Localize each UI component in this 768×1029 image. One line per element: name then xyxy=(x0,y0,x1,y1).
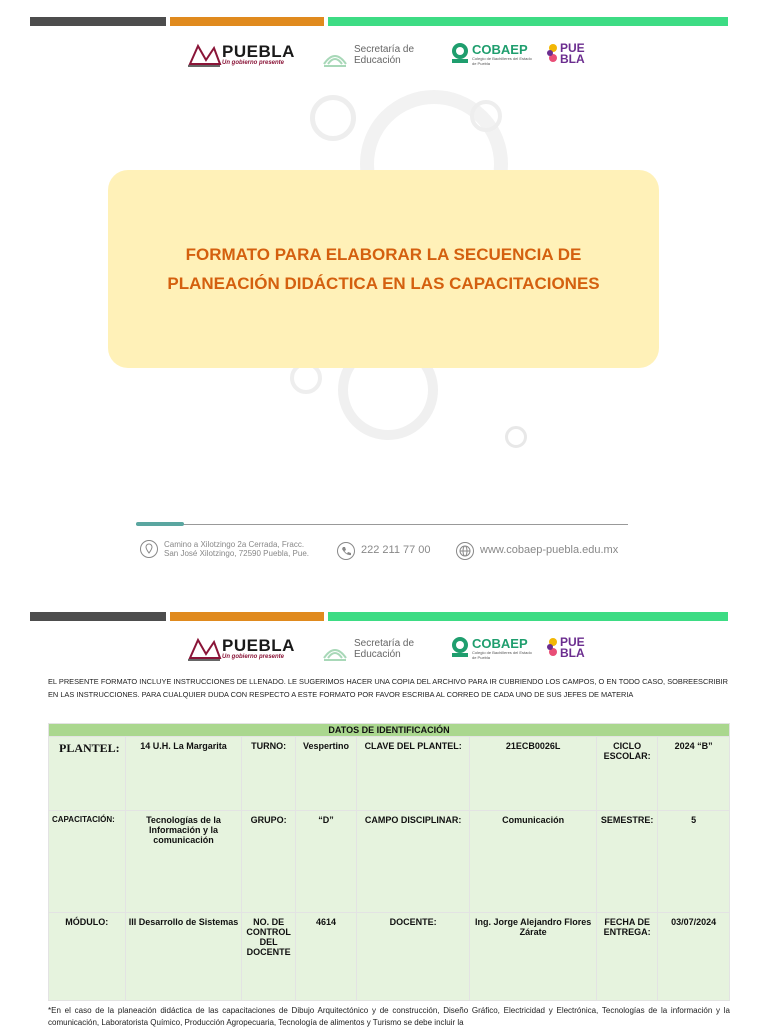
sep-emblem-icon xyxy=(322,46,348,68)
ciclo-escolar-value: 2024 “B” xyxy=(658,737,730,811)
title-line-1: FORMATO PARA ELABORAR LA SECUENCIA DE xyxy=(185,245,582,264)
sep-logo xyxy=(322,636,422,666)
puebla-tagline: Un gobierno presente xyxy=(222,654,285,660)
semestre-value: 5 xyxy=(658,811,730,913)
table-row xyxy=(49,737,730,811)
cobaep-logo xyxy=(450,634,530,664)
sep-label: Secretaría de Educación xyxy=(354,638,415,660)
clave-plantel-value: 21ECB0026L xyxy=(470,737,597,811)
cobaep-tagline: Colegio de Bachilleres del Estado de Puebla xyxy=(472,650,532,660)
footer-divider xyxy=(136,524,628,525)
footer-divider-accent xyxy=(136,522,184,526)
title-card xyxy=(108,170,659,368)
semestre-label: SEMESTRE: xyxy=(597,811,658,913)
plantel-value: 14 U.H. La Margarita xyxy=(125,737,242,811)
cobaep-emblem-icon xyxy=(450,41,470,65)
puebla-wordmark: PUEBLA xyxy=(222,42,295,61)
plantel-label: PLANTEL: xyxy=(49,737,126,811)
phone-icon xyxy=(337,542,355,560)
top-bar-orange xyxy=(170,17,324,26)
grupo-value: “D” xyxy=(295,811,357,913)
title-line-2: PLANEACIÓN DIDÁCTICA EN LAS CAPACITACIONES xyxy=(167,274,600,293)
pue-bla-wordmark: PUE BLA xyxy=(560,41,585,66)
fecha-entrega-value: 03/07/2024 xyxy=(658,913,730,1001)
turno-label: TURNO: xyxy=(242,737,295,811)
control-docente-label: NO. DE CONTROL DEL DOCENTE xyxy=(242,913,295,1001)
docente-value: Ing. Jorge Alejandro Flores Zárate xyxy=(470,913,597,1001)
top-bar-green xyxy=(328,17,728,26)
cobaep-wordmark: COBAEP xyxy=(472,636,528,651)
pue-bla-logo xyxy=(546,634,590,664)
sep-label: Secretaría de Educación xyxy=(354,44,415,66)
globe-icon xyxy=(456,542,474,560)
cobaep-tagline: Colegio de Bachilleres del Estado de Puebla xyxy=(472,56,532,66)
clave-plantel-label: CLAVE DEL PLANTEL: xyxy=(357,737,470,811)
cobaep-wordmark: COBAEP xyxy=(472,42,528,57)
puebla-emblem-icon xyxy=(186,636,222,662)
instructions-paragraph: EL PRESENTE FORMATO INCLUYE INSTRUCCIONES DE LLENADO. LE SUGERIMOS HACER UNA COPIA DEL ARCHIVO PARA IR CUBRIENDO LOS CAMPOS, O EN TODO CASO, SOBREESCRIBIR EN LAS INSTRUCCIONES. PARA CUALQUIER DUDA CON RESPECTO A ESTE FORMATO POR FAVOR ESCRIBA AL CORREO DE CADA UNO DE SUS JEFES DE MATERIA xyxy=(48,677,728,699)
capacitacion-label: CAPACITACIÓN: xyxy=(49,811,126,913)
modulo-label: MÓDULO: xyxy=(49,913,126,1001)
top-bar-green xyxy=(328,612,728,621)
top-bar-gray xyxy=(30,17,166,26)
fecha-entrega-label: FECHA DE ENTREGA: xyxy=(597,913,658,1001)
pue-bla-flower-icon xyxy=(546,636,560,660)
campo-disciplinar-value: Comunicación xyxy=(470,811,597,913)
cobaep-emblem-icon xyxy=(450,635,470,659)
capacitacion-value: Tecnologías de la Información y la comunicación xyxy=(125,811,242,913)
pue-bla-logo xyxy=(546,40,590,70)
logo-row xyxy=(0,40,768,80)
sep-logo xyxy=(322,42,422,72)
pue-bla-wordmark: PUE BLA xyxy=(560,635,585,660)
table-row xyxy=(49,811,730,913)
top-bar-orange xyxy=(170,612,324,621)
cobaep-logo xyxy=(450,40,530,70)
footer-address xyxy=(164,540,309,558)
modulo-value: III Desarrollo de Sistemas xyxy=(125,913,242,1001)
address-line-2: San José Xilotzingo, 72590 Puebla, Pue. xyxy=(164,549,309,558)
turno-value: Vespertino xyxy=(295,737,357,811)
puebla-wordmark: PUEBLA xyxy=(222,636,295,655)
puebla-logo xyxy=(186,40,295,70)
top-bar-gray xyxy=(30,612,166,621)
document-title xyxy=(167,240,599,298)
grupo-label: GRUPO: xyxy=(242,811,295,913)
ciclo-escolar-label: CICLO ESCOLAR: xyxy=(597,737,658,811)
table-header: DATOS DE IDENTIFICACIÓN xyxy=(49,724,730,737)
pue-bla-flower-icon xyxy=(546,42,560,66)
control-docente-value: 4614 xyxy=(295,913,357,1001)
footer-phone: 222 211 77 00 xyxy=(361,544,431,556)
puebla-tagline: Un gobierno presente xyxy=(222,60,285,66)
identification-table xyxy=(48,723,730,1001)
location-pin-icon xyxy=(140,540,158,558)
puebla-logo xyxy=(186,634,295,664)
address-line-1: Camino a Xilotzingo 2a Cerrada, Fracc. xyxy=(164,540,305,549)
footer-website[interactable]: www.cobaep-puebla.edu.mx xyxy=(480,544,619,556)
logo-row xyxy=(0,634,768,674)
docente-label: DOCENTE: xyxy=(357,913,470,1001)
campo-disciplinar-label: CAMPO DISCIPLINAR: xyxy=(357,811,470,913)
footnote-paragraph: *En el caso de la planeación didáctica de las capacitaciones de Dibujo Arquitectónico y de construcción, Diseño Gráfico, Electricidad y Electrónica, Tecnologías de la información y la comunicación, Laboratorista Químico, Producción Agropecuaria, Tecnología de alimentos y Turismo se debe incluir la xyxy=(48,1006,730,1027)
table-row xyxy=(49,913,730,1001)
sep-emblem-icon xyxy=(322,640,348,662)
puebla-emblem-icon xyxy=(186,42,222,68)
